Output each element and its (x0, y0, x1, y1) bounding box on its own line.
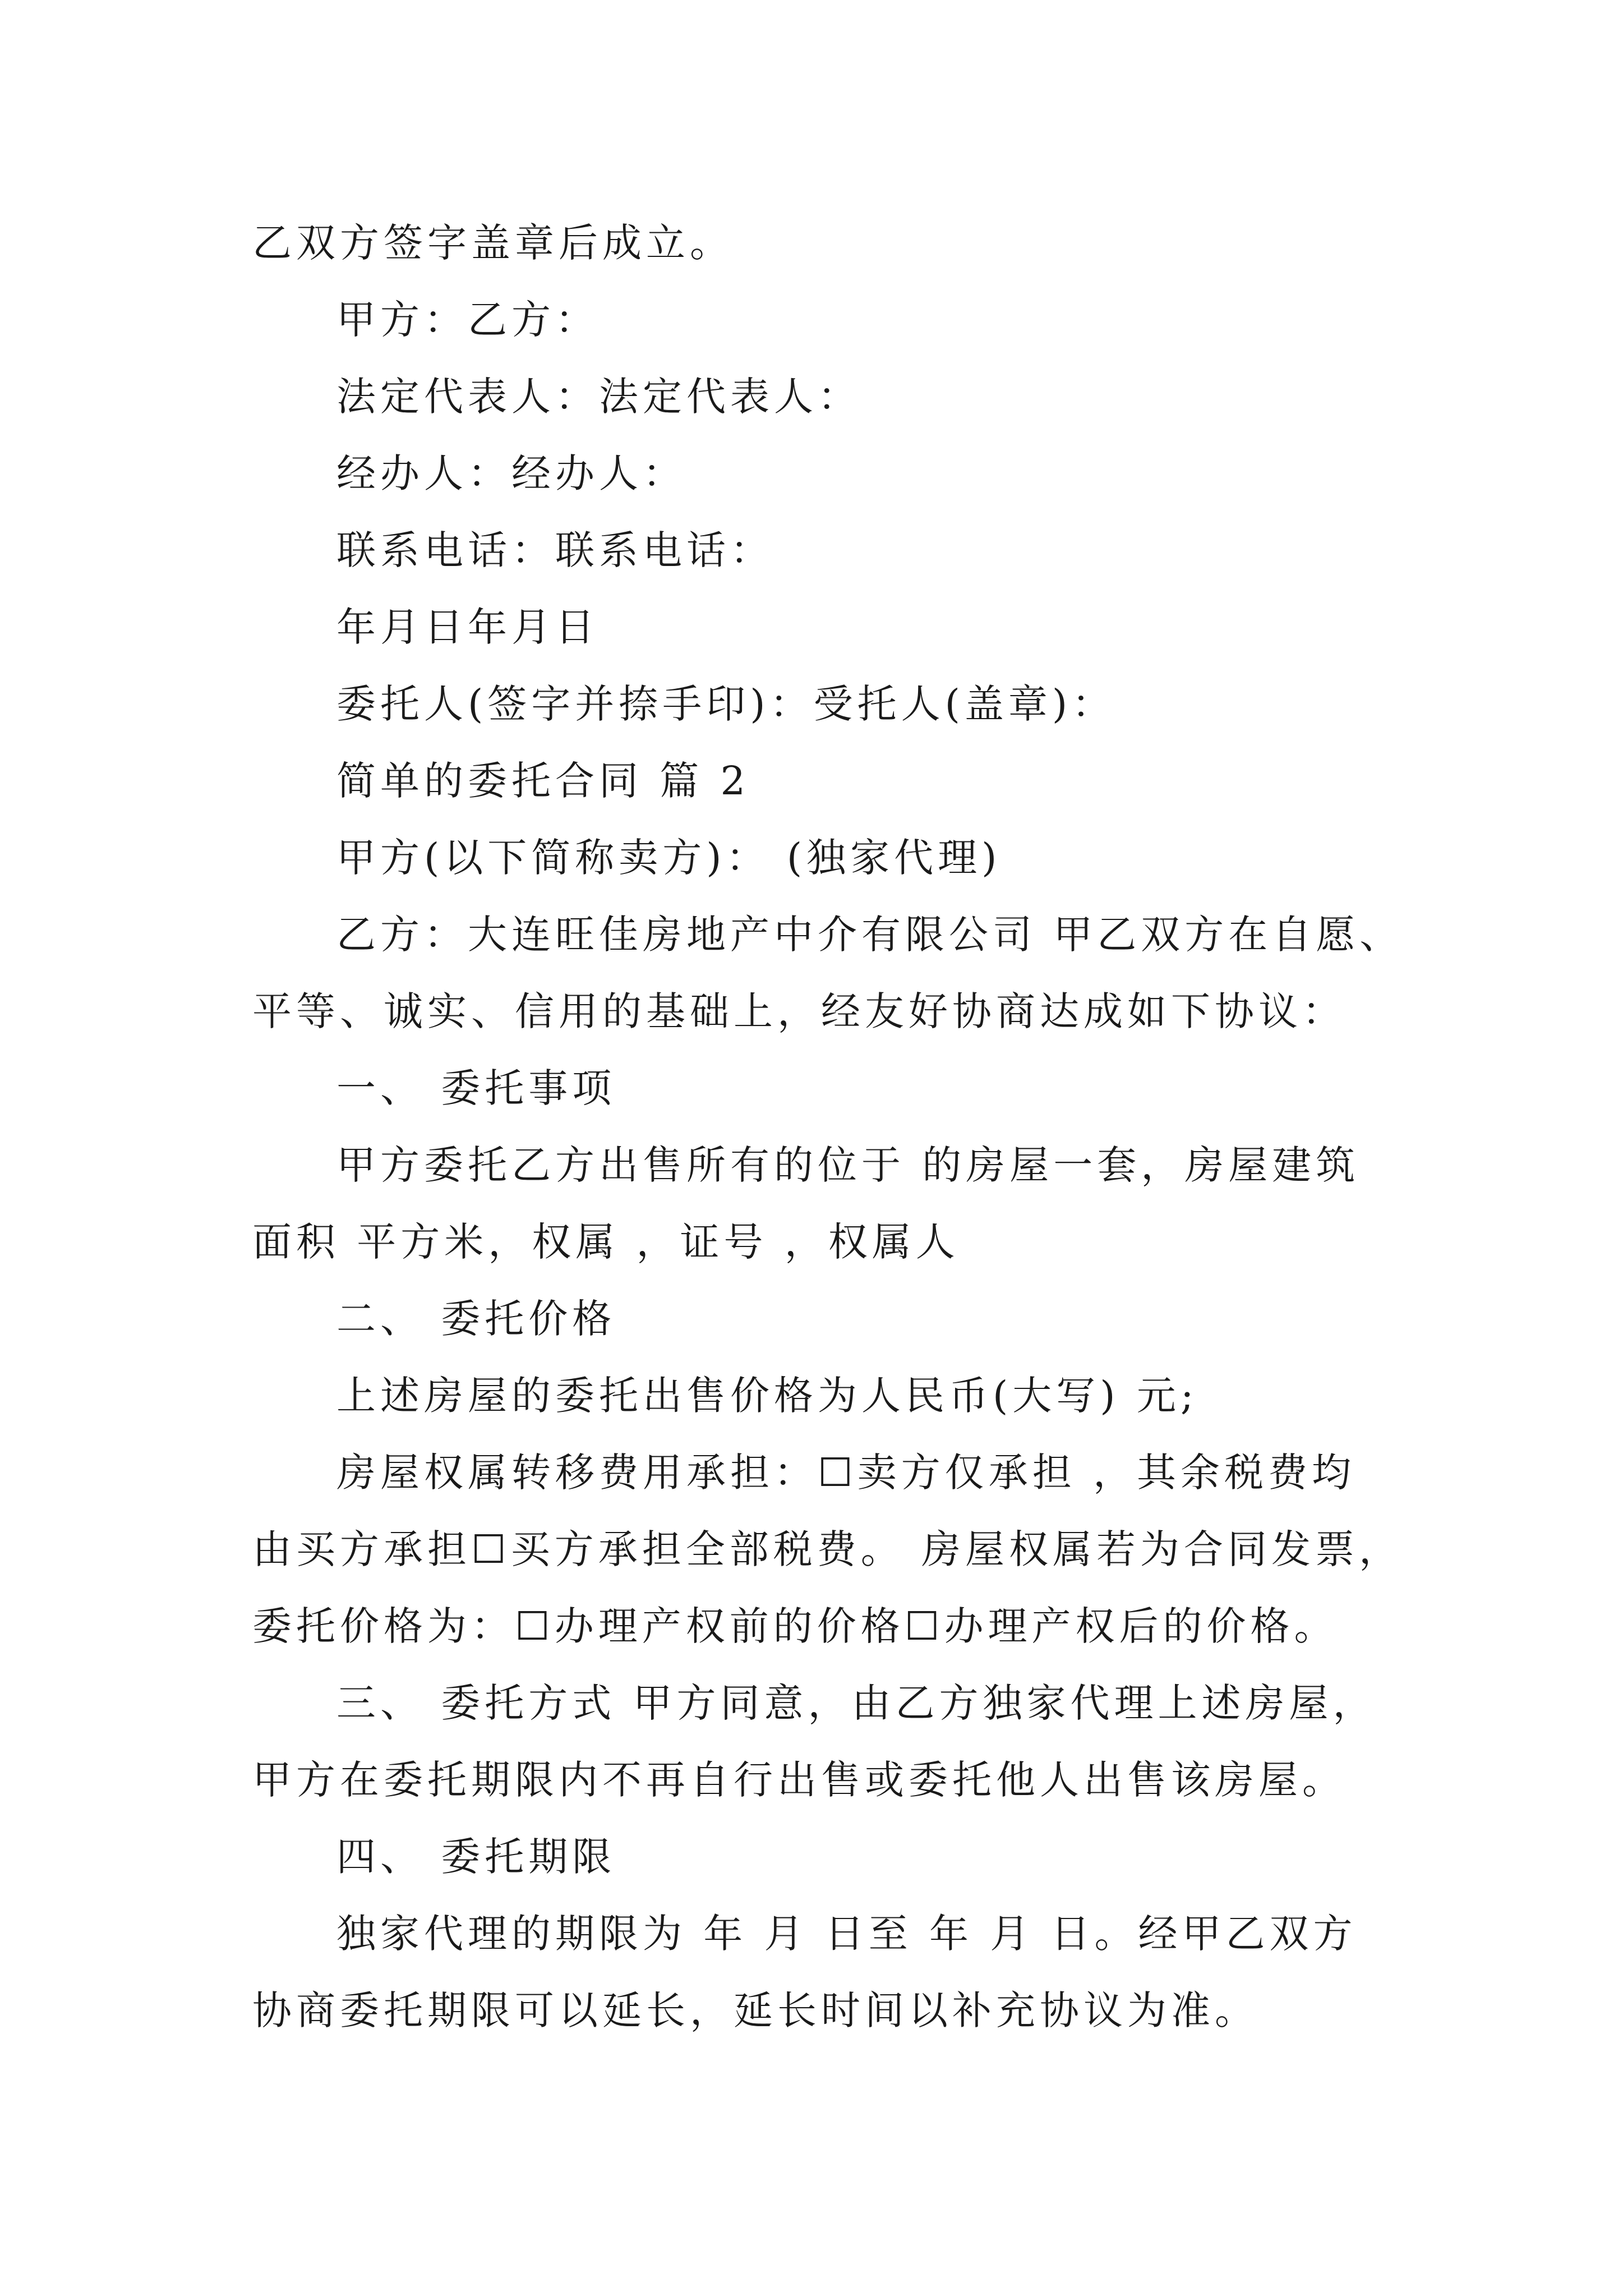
text-line: 面积 平方米，权属 ，证号 ，权属人 (252, 1219, 960, 1265)
text-line: 甲方：乙方： (336, 297, 599, 343)
text-line: 甲方(以下简称卖方)： (独家代理) (336, 835, 1002, 881)
text-line: 上述房屋的委托出售价格为人民币(大写) 元; (336, 1373, 1198, 1419)
text-line: 联系电话：联系电话： (336, 527, 774, 573)
text-line: 乙方：大连旺佳房地产中介有限公司 甲乙双方在自愿、 (336, 912, 1404, 958)
clause-heading: 二、 委托价格 (336, 1296, 616, 1342)
text-line: 房屋权属转移费用承担：☐卖方仅承担 ，其余税费均 (336, 1450, 1356, 1496)
clause-heading: 一、 委托事项 (336, 1065, 616, 1111)
text-line: 法定代表人：法定代表人： (336, 374, 861, 420)
text-line: 乙双方签字盖章后成立。 (252, 220, 734, 266)
text-line: 委托人(签字并捺手印)：受托人(盖章)： (336, 681, 1116, 727)
text-line: 独家代理的期限为 年 月 日至 年 月 日。经甲乙双方 (336, 1911, 1357, 1957)
text-line: 协商委托期限可以延长，延长时间以补充协议为准。 (252, 1987, 1258, 2033)
text-line: 年月日年月日 (336, 604, 599, 650)
text-line: 甲方在委托期限内不再自行出售或委托他人出售该房屋。 (252, 1757, 1346, 1803)
text-line: 由买方承担☐买方承担全部税费。 房屋权属若为合同发票， (252, 1526, 1403, 1572)
text-line: 平等、诚实、信用的基础上，经友好协商达成如下协议： (252, 988, 1346, 1034)
text-line: 甲方委托乙方出售所有的位于 的房屋一套，房屋建筑 (336, 1142, 1360, 1188)
text-line: 经办人：经办人： (336, 450, 686, 496)
clause-heading: 四、 委托期限 (336, 1834, 616, 1880)
text-line: 三、 委托方式 甲方同意，由乙方独家代理上述房屋， (336, 1680, 1377, 1726)
text-line: 委托价格为：☐办理产权前的价格☐办理产权后的价格。 (252, 1603, 1338, 1649)
section-heading: 简单的委托合同 篇 2 (336, 758, 750, 804)
